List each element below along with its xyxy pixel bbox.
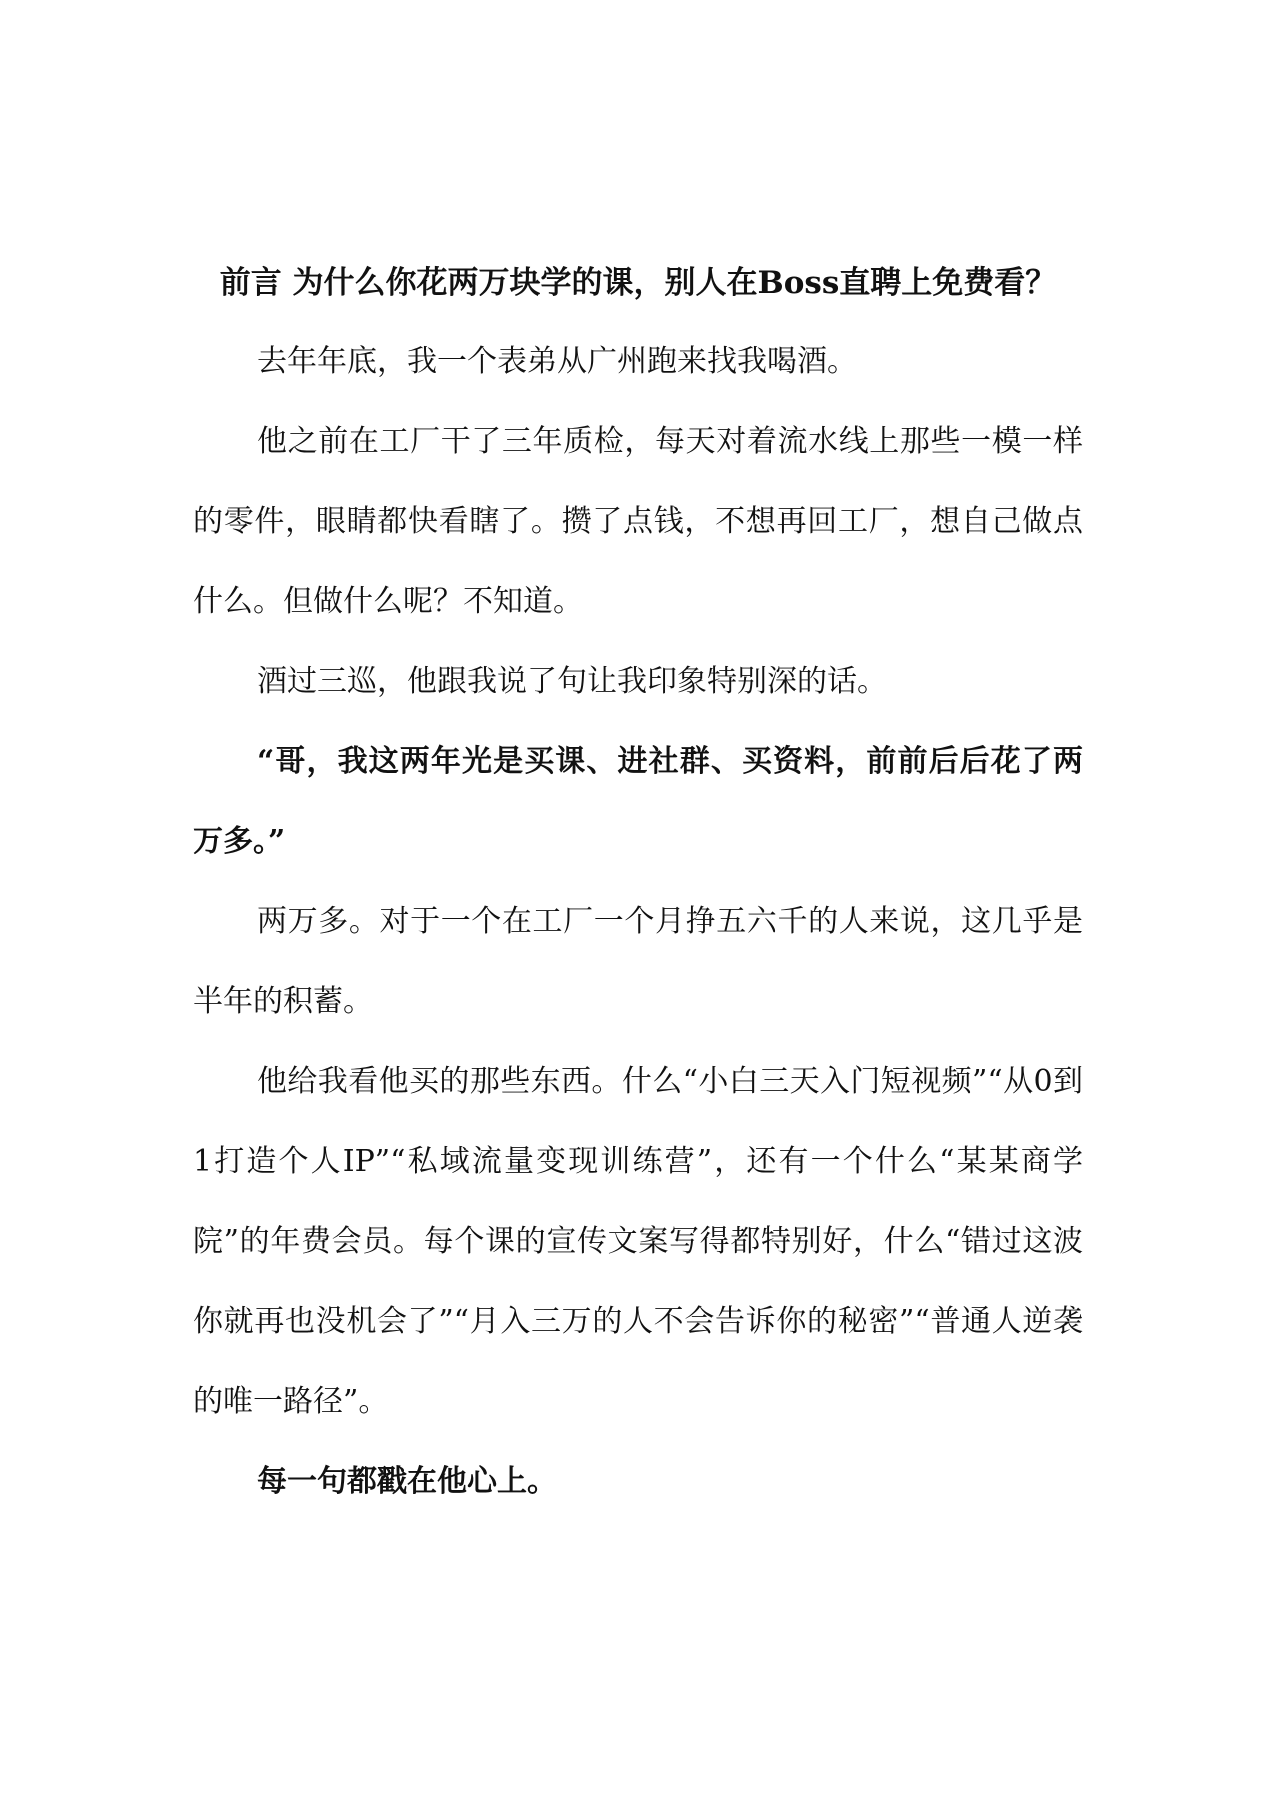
paragraph-6: 他给我看他买的那些东西。什么“小白三天入门短视频”“从0到1打造个人IP”“私域流量变现训练营”，还有一个什么“某某商学院”的年费会员。每个课的宣传文案写得都特别好，什么“错过这波你就再也没机会了”“月入三万的人不会告诉你的秘密”“普通人逆袭的唯一路径”。: [193, 1064, 1083, 1419]
paragraph-3: 酒过三巡，他跟我说了句让我印象特别深的话。: [257, 664, 887, 699]
paragraph-1: 去年年底，我一个表弟从广州跑来找我喝酒。: [257, 344, 857, 379]
paragraph-5: 两万多。对于一个在工厂一个月挣五六千的人来说，这几乎是半年的积蓄。: [193, 904, 1083, 1019]
closing-bold-paragraph: 每一句都戳在他心上。: [257, 1464, 557, 1499]
chapter-title: 前言 为什么你花两万块学的课，别人在Boss直聘上免费看？: [219, 265, 1057, 301]
paragraph-2: 他之前在工厂干了三年质检，每天对着流水线上那些一模一样的零件，眼睛都快看瞎了。攒了点钱，不想再回工厂，想自己做点什么。但做什么呢？不知道。: [193, 424, 1083, 619]
quote-paragraph: “哥，我这两年光是买课、进社群、买资料，前前后后花了两万多。”: [193, 744, 1083, 859]
document-body: [193, 245, 1083, 1522]
